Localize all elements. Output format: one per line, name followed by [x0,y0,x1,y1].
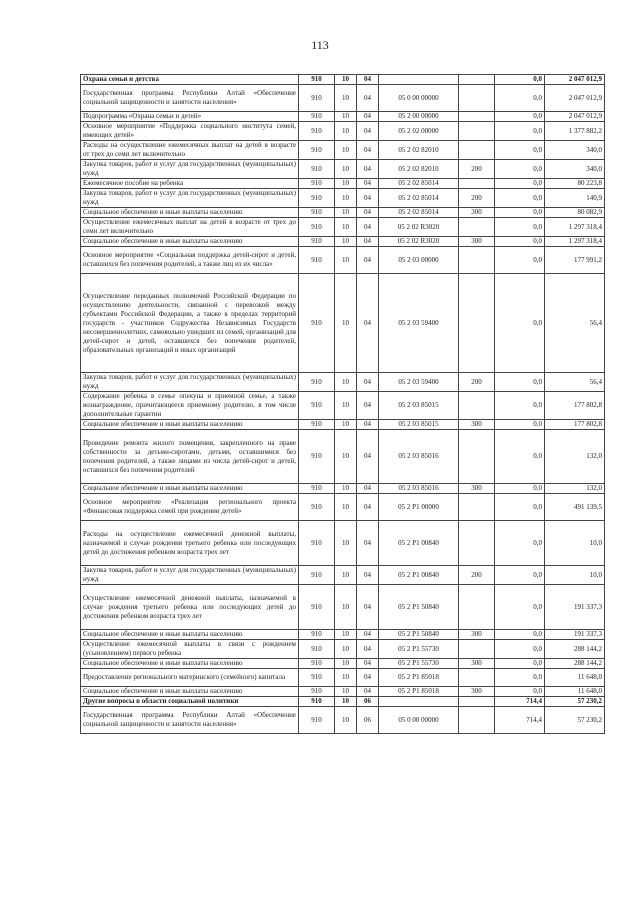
row-subsection: 04 [357,669,379,687]
row-name: Социальное обеспечение и иные выплаты населению [81,420,299,430]
row-name: Проведение ремонта жилого помещения, закрепленного на праве собственности за детьми-сиротами, детьми, оставшимися без попечения родителей, а также лицами из числа детей-сирот и детей, оставшихся без попечения родителей [81,430,299,484]
row-amount-1: 0,0 [495,669,545,687]
row-section: 10 [335,659,357,669]
row-amount-2: 1 297 318,4 [545,218,605,237]
row-expense-type [459,585,495,630]
row-amount-1: 0,0 [495,112,545,122]
row-ved: 910 [299,75,335,85]
row-amount-1: 0,0 [495,141,545,160]
row-subsection: 04 [357,630,379,640]
row-name: Предоставление регионального материнского (семейного) капитала [81,669,299,687]
row-target-article: 05 2 02 85014 [379,179,459,189]
row-amount-2: 11 648,0 [545,669,605,687]
row-amount-1: 0,0 [495,640,545,659]
row-expense-type [459,179,495,189]
row-ved: 910 [299,430,335,484]
table-row [81,208,605,218]
row-amount-1: 0,0 [495,237,545,247]
row-section: 10 [335,237,357,247]
row-target-article [379,697,459,707]
row-section: 10 [335,494,357,521]
row-ved: 910 [299,189,335,208]
row-amount-2: 2 047 012,9 [545,85,605,112]
row-expense-type [459,218,495,237]
row-target-article: 05 2 03 85015 [379,392,459,420]
table-row [81,237,605,247]
row-amount-1: 0,0 [495,566,545,585]
row-subsection: 04 [357,430,379,484]
row-target-article: 05 2 02 82010 [379,160,459,179]
table-row [81,274,605,373]
row-name: Расходы на осуществление ежемесячной денежной выплаты, назначаемой в случае рождения третьего ребенка или последующих детей до достижения ребенком возраста трех лет [81,521,299,566]
row-subsection: 04 [357,218,379,237]
row-target-article: 05 2 P1 85018 [379,669,459,687]
row-subsection: 04 [357,494,379,521]
row-subsection: 04 [357,208,379,218]
row-amount-2: 2 047 012,9 [545,75,605,85]
row-subsection: 04 [357,247,379,274]
row-name: Социальное обеспечение и иные выплаты населению [81,687,299,697]
row-ved: 910 [299,630,335,640]
row-target-article [379,75,459,85]
row-amount-2: 177 802,8 [545,392,605,420]
row-name: Содержание ребенка в семье опекуна и приемной семье, а также вознаграждение, причитающееся приемному родителю, в том числе дополнительные гарантии [81,392,299,420]
table-row [81,247,605,274]
table-row [81,521,605,566]
row-ved: 910 [299,160,335,179]
row-name: Осуществление ежемесячной денежной выплаты, назначаемой в случае рождения третьего ребенка или последующих детей до достижения ребенком возраста трех лет [81,585,299,630]
row-target-article: 05 2 P1 00000 [379,494,459,521]
row-amount-1: 0,0 [495,75,545,85]
table-row [81,160,605,179]
row-section: 10 [335,141,357,160]
table-row [81,687,605,697]
table-row [81,640,605,659]
row-expense-type [459,640,495,659]
row-amount-1: 0,0 [495,179,545,189]
row-section: 10 [335,420,357,430]
row-expense-type [459,247,495,274]
row-subsection: 04 [357,237,379,247]
row-amount-2: 288 144,2 [545,659,605,669]
row-name: Социальное обеспечение и иные выплаты населению [81,208,299,218]
row-amount-2: 1 297 318,4 [545,237,605,247]
row-section: 10 [335,208,357,218]
row-amount-2: 10,0 [545,521,605,566]
row-ved: 910 [299,640,335,659]
row-amount-1: 0,0 [495,247,545,274]
row-name: Социальное обеспечение и иные выплаты населению [81,484,299,494]
row-target-article: 05 2 P1 50840 [379,585,459,630]
row-target-article: 05 0 00 00000 [379,85,459,112]
row-target-article: 05 2 03 85015 [379,420,459,430]
row-section: 10 [335,160,357,179]
table-row [81,430,605,484]
row-amount-2: 11 648,0 [545,687,605,697]
row-expense-type: 200 [459,566,495,585]
row-subsection: 04 [357,585,379,630]
row-target-article: 05 2 02 85014 [379,189,459,208]
row-ved: 910 [299,237,335,247]
row-amount-2: 10,0 [545,566,605,585]
row-ved: 910 [299,484,335,494]
row-amount-1: 0,0 [495,659,545,669]
row-section: 10 [335,247,357,274]
row-amount-1: 0,0 [495,122,545,141]
row-expense-type [459,122,495,141]
table-row [81,141,605,160]
table-row [81,392,605,420]
row-amount-1: 0,0 [495,373,545,392]
row-expense-type: 300 [459,659,495,669]
table-row [81,707,605,734]
table-row [81,373,605,392]
row-subsection: 04 [357,687,379,697]
row-subsection: 04 [357,189,379,208]
row-target-article: 05 2 P1 55730 [379,640,459,659]
row-target-article: 05 2 03 00000 [379,247,459,274]
row-ved: 910 [299,585,335,630]
row-ved: 910 [299,208,335,218]
row-section: 10 [335,85,357,112]
row-name: Социальное обеспечение и иные выплаты населению [81,237,299,247]
row-ved: 910 [299,687,335,697]
row-amount-2: 80 082,9 [545,208,605,218]
row-ved: 910 [299,697,335,707]
row-target-article: 05 2 P1 00840 [379,521,459,566]
row-subsection: 04 [357,392,379,420]
row-subsection: 06 [357,707,379,734]
row-section: 10 [335,189,357,208]
row-expense-type [459,85,495,112]
table-row [81,75,605,85]
row-subsection: 04 [357,179,379,189]
row-ved: 910 [299,566,335,585]
row-target-article: 05 2 P1 50840 [379,630,459,640]
row-amount-2: 56,4 [545,274,605,373]
row-name: Осуществление ежемесячной выплаты в связи с рождением (усыновлением) первого ребенка [81,640,299,659]
row-ved: 910 [299,218,335,237]
row-name: Основное мероприятие «Реализация регионального проекта «Финансовая поддержка семей при рождении детей» [81,494,299,521]
row-amount-1: 0,0 [495,208,545,218]
row-name: Подпрограмма «Охрана семьи и детей» [81,112,299,122]
row-expense-type [459,141,495,160]
row-ved: 910 [299,669,335,687]
row-name: Государственная программа Республики Алтай «Обеспечение социальной защищенности и занятости населения» [81,85,299,112]
row-expense-type [459,392,495,420]
row-amount-1: 0,0 [495,274,545,373]
row-section: 10 [335,75,357,85]
row-section: 10 [335,122,357,141]
row-amount-1: 0,0 [495,585,545,630]
row-expense-type: 300 [459,420,495,430]
row-subsection: 04 [357,112,379,122]
table-row [81,585,605,630]
row-expense-type [459,274,495,373]
row-subsection: 06 [357,697,379,707]
row-ved: 910 [299,179,335,189]
row-section: 10 [335,179,357,189]
row-ved: 910 [299,392,335,420]
row-target-article: 05 2 03 59400 [379,274,459,373]
row-subsection: 04 [357,160,379,179]
row-name: Закупка товаров, работ и услуг для государственных (муниципальных) нужд [81,160,299,179]
row-target-article: 05 2 02 82010 [379,141,459,160]
row-name: Закупка товаров, работ и услуг для государственных (муниципальных) нужд [81,566,299,585]
row-target-article: 05 0 00 00000 [379,707,459,734]
row-name: Осуществление переданных полномочий Российской Федерации по осуществлению деятельности, связанной с перевозкой между субъектами Российской Федерации, а также в пределах территорий государств - участников Содружества Независимых Государств несовершеннолетних, самовольно ушедших из семей, организаций для детей-сирот и детей, оставшихся без попечения родителей, образовательных организаций и иных организаций [81,274,299,373]
row-name: Закупка товаров, работ и услуг для государственных (муниципальных) нужд [81,189,299,208]
row-subsection: 04 [357,141,379,160]
table-row [81,189,605,208]
row-subsection: 04 [357,274,379,373]
row-amount-2: 2 047 012,9 [545,112,605,122]
row-expense-type: 300 [459,687,495,697]
row-section: 10 [335,430,357,484]
row-expense-type [459,430,495,484]
row-ved: 910 [299,420,335,430]
table-row [81,420,605,430]
row-name: Ежемесячное пособие на ребенка [81,179,299,189]
row-subsection: 04 [357,659,379,669]
row-section: 10 [335,640,357,659]
row-target-article: 05 2 03 85016 [379,430,459,484]
row-section: 10 [335,697,357,707]
row-amount-2: 57 230,2 [545,697,605,707]
row-name: Государственная программа Республики Алтай «Обеспечение социальной защищенности и занятости населения» [81,707,299,734]
row-amount-2: 491 139,5 [545,494,605,521]
row-expense-type [459,521,495,566]
row-amount-1: 0,0 [495,392,545,420]
row-expense-type [459,75,495,85]
row-ved: 910 [299,707,335,734]
row-amount-1: 0,0 [495,687,545,697]
row-section: 10 [335,669,357,687]
row-name: Осуществление ежемесячных выплат на детей в возрасте от трех до семи лет включительно [81,218,299,237]
row-target-article: 05 2 03 85016 [379,484,459,494]
row-amount-2: 140,9 [545,189,605,208]
row-ved: 910 [299,85,335,112]
row-amount-2: 132,0 [545,484,605,494]
row-name: Социальное обеспечение и иные выплаты населению [81,659,299,669]
row-name: Расходы на осуществление ежемесячных выплат на детей в возрасте от трех до семи лет включительно [81,141,299,160]
row-subsection: 04 [357,484,379,494]
table-row [81,697,605,707]
row-subsection: 04 [357,75,379,85]
row-subsection: 04 [357,640,379,659]
row-section: 10 [335,484,357,494]
row-name: Основное мероприятие «Социальная поддержка детей-сирот и детей, оставшихся без попечения родителей, а также лиц из их числа» [81,247,299,274]
row-amount-2: 191 337,3 [545,630,605,640]
row-ved: 910 [299,122,335,141]
table-row [81,218,605,237]
row-subsection: 04 [357,373,379,392]
row-amount-1: 714,4 [495,697,545,707]
row-section: 10 [335,585,357,630]
row-target-article: 05 2 P1 55730 [379,659,459,669]
row-amount-1: 0,0 [495,484,545,494]
row-ved: 910 [299,141,335,160]
row-amount-1: 0,0 [495,521,545,566]
row-section: 10 [335,218,357,237]
row-amount-2: 1 377 882,2 [545,122,605,141]
row-name: Основное мероприятие «Поддержка социального института семей, имеющих детей» [81,122,299,141]
row-ved: 910 [299,521,335,566]
row-ved: 910 [299,112,335,122]
row-amount-2: 57 230,2 [545,707,605,734]
row-subsection: 04 [357,521,379,566]
row-expense-type: 300 [459,484,495,494]
row-target-article: 05 2 03 59400 [379,373,459,392]
table-row [81,484,605,494]
table-row [81,179,605,189]
row-expense-type: 300 [459,208,495,218]
row-amount-1: 0,0 [495,430,545,484]
row-amount-1: 0,0 [495,160,545,179]
row-name: Другие вопросы в области социальной политики [81,697,299,707]
row-target-article: 05 2 02 R3020 [379,237,459,247]
row-target-article: 05 2 02 00000 [379,122,459,141]
row-amount-1: 0,0 [495,630,545,640]
row-amount-1: 0,0 [495,420,545,430]
row-target-article: 05 2 02 R3020 [379,218,459,237]
row-amount-2: 177 802,8 [545,420,605,430]
table-row [81,112,605,122]
table-row [81,494,605,521]
row-expense-type: 200 [459,160,495,179]
row-section: 10 [335,521,357,566]
row-amount-1: 0,0 [495,218,545,237]
row-section: 10 [335,373,357,392]
row-amount-2: 177 991,2 [545,247,605,274]
row-amount-1: 714,4 [495,707,545,734]
row-subsection: 04 [357,566,379,585]
row-amount-2: 340,0 [545,160,605,179]
row-amount-2: 288 144,2 [545,640,605,659]
row-ved: 910 [299,373,335,392]
table-row [81,630,605,640]
row-amount-2: 191 337,3 [545,585,605,630]
row-expense-type: 300 [459,630,495,640]
table-row [81,122,605,141]
row-ved: 910 [299,247,335,274]
table-row [81,566,605,585]
row-subsection: 04 [357,420,379,430]
row-section: 10 [335,274,357,373]
budget-table [80,74,605,734]
row-section: 10 [335,112,357,122]
row-target-article: 05 2 02 85014 [379,208,459,218]
row-expense-type: 200 [459,373,495,392]
page-number: 113 [311,38,329,52]
table-row [81,669,605,687]
row-expense-type: 200 [459,189,495,208]
row-name: Охрана семьи и детства [81,75,299,85]
row-section: 10 [335,566,357,585]
row-expense-type: 300 [459,237,495,247]
row-name: Социальное обеспечение и иные выплаты населению [81,630,299,640]
row-amount-1: 0,0 [495,189,545,208]
row-amount-2: 56,4 [545,373,605,392]
row-target-article: 05 2 P1 85018 [379,687,459,697]
row-target-article: 05 2 00 00000 [379,112,459,122]
table-row [81,85,605,112]
row-subsection: 04 [357,85,379,112]
row-expense-type [459,112,495,122]
row-expense-type [459,669,495,687]
row-section: 10 [335,707,357,734]
row-subsection: 04 [357,122,379,141]
row-target-article: 05 2 P1 00840 [379,566,459,585]
row-expense-type [459,707,495,734]
row-expense-type [459,494,495,521]
row-ved: 910 [299,659,335,669]
row-ved: 910 [299,494,335,521]
row-amount-2: 340,0 [545,141,605,160]
row-ved: 910 [299,274,335,373]
row-amount-2: 80 223,8 [545,179,605,189]
row-amount-2: 132,0 [545,430,605,484]
row-section: 10 [335,630,357,640]
table-row [81,659,605,669]
row-section: 10 [335,392,357,420]
row-amount-1: 0,0 [495,85,545,112]
row-name: Закупка товаров, работ и услуг для государственных (муниципальных) нужд [81,373,299,392]
row-amount-1: 0,0 [495,494,545,521]
row-section: 10 [335,687,357,697]
row-expense-type [459,697,495,707]
